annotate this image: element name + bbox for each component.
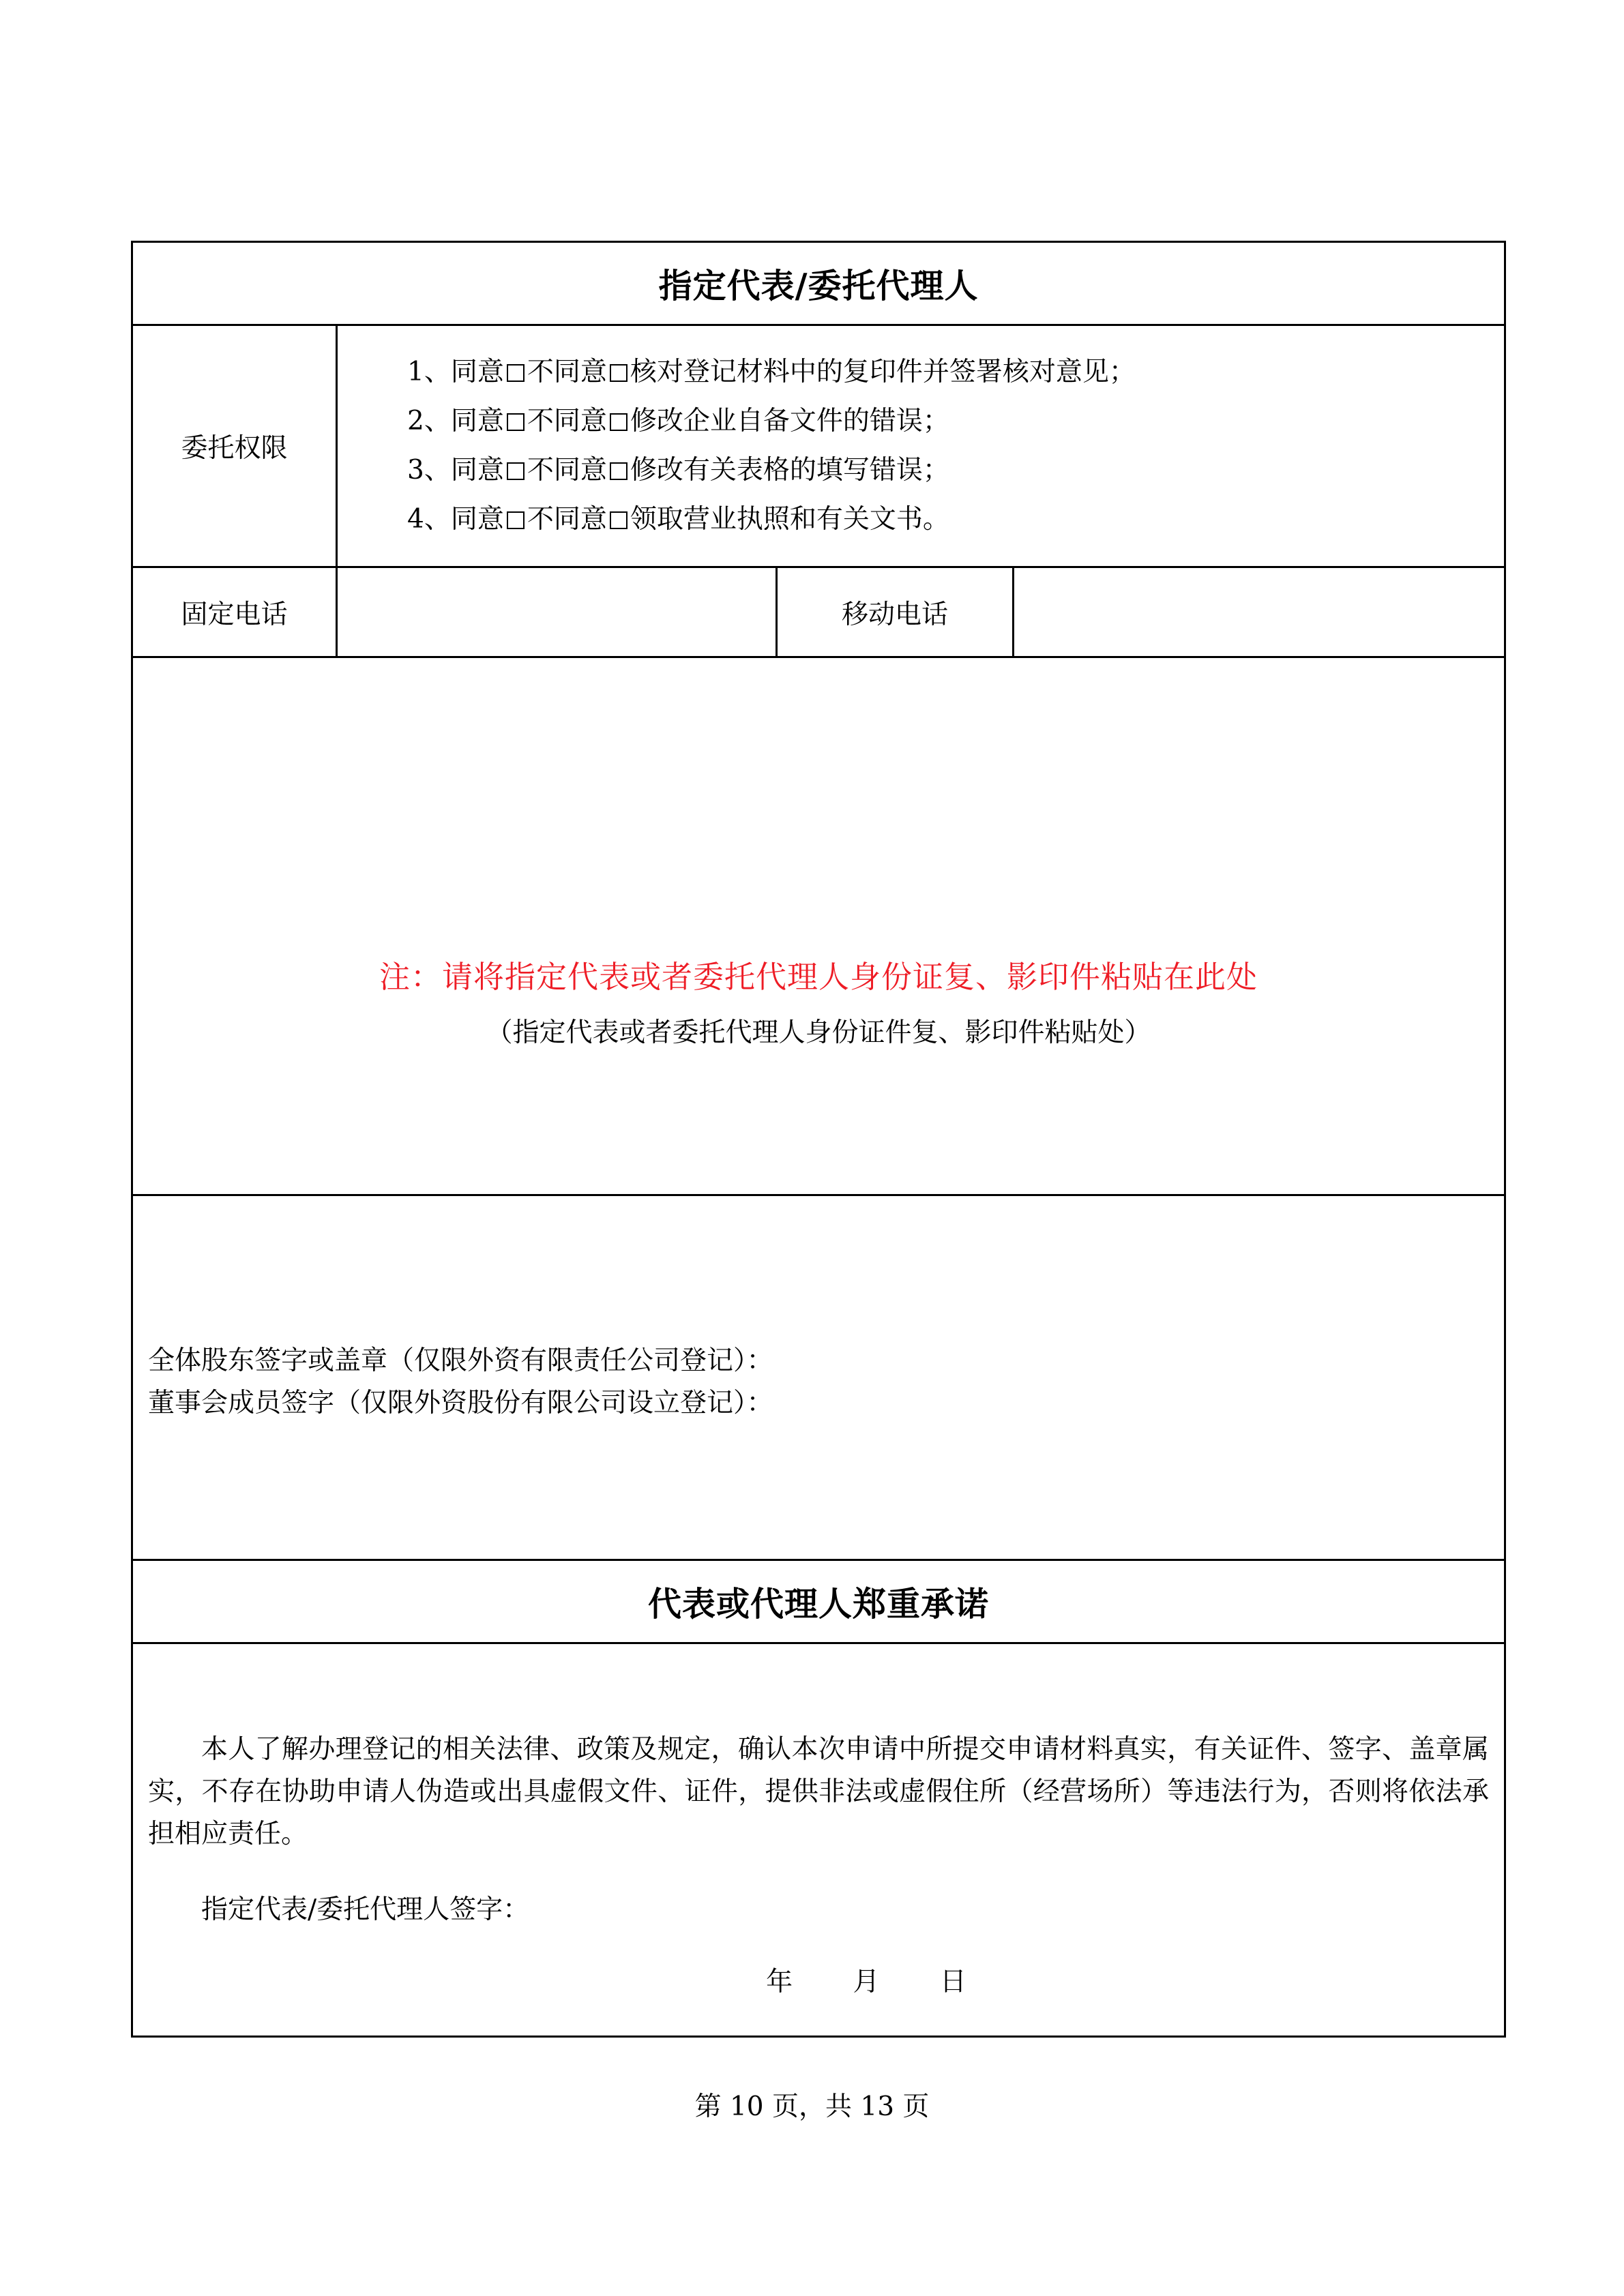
mobile-field[interactable] <box>1014 567 1505 657</box>
disagree-checkbox[interactable] <box>610 511 628 529</box>
agree-checkbox[interactable] <box>507 511 525 529</box>
scope-item-text: 修改企业自备文件的错误； <box>630 406 949 436</box>
agent-sign-label: 指定代表/委托代理人签字： <box>201 1894 530 1925</box>
agree-label: 同意 <box>450 406 504 436</box>
scope-list <box>338 348 1504 544</box>
agree-checkbox[interactable] <box>507 462 525 480</box>
scope-item-text: 领取营业执照和有关文书。 <box>630 504 949 535</box>
id-paste-area <box>132 657 1505 1195</box>
date-year: 年 <box>766 1967 793 1997</box>
agree-checkbox[interactable] <box>507 364 525 382</box>
form-title: 指定代表/委托代理人 <box>132 242 1505 325</box>
agree-label: 同意 <box>450 357 504 387</box>
scope-item <box>407 348 1504 397</box>
paste-subnote: （指定代表或者委托代理人身份证件复、影印件粘贴处） <box>486 1017 1151 1048</box>
disagree-label: 不同意 <box>527 406 607 436</box>
scope-item-text: 核对登记材料中的复印件并签署核对意见； <box>630 357 1136 387</box>
commitment-section <box>132 1643 1505 2037</box>
signature-area[interactable] <box>132 1195 1505 1560</box>
disagree-checkbox[interactable] <box>610 462 628 480</box>
agent-form-table <box>131 241 1506 2038</box>
agree-label: 同意 <box>450 455 504 486</box>
scope-item-num: 1、 <box>407 357 451 387</box>
landline-label: 固定电话 <box>132 567 337 657</box>
date-month: 月 <box>853 1967 880 1997</box>
disagree-label: 不同意 <box>527 357 607 387</box>
shareholder-sign-label: 全体股东签字或盖章（仅限外资有限责任公司登记）： <box>148 1345 773 1376</box>
scope-item-num: 2、 <box>407 406 451 436</box>
scope-options <box>337 325 1505 567</box>
scope-label: 委托权限 <box>132 325 337 567</box>
agree-checkbox[interactable] <box>507 413 525 431</box>
commitment-title: 代表或代理人郑重承诺 <box>132 1560 1505 1643</box>
scope-item-text: 修改有关表格的填写错误； <box>630 455 949 486</box>
date-line <box>148 1960 1489 1999</box>
scope-item-num: 4、 <box>407 504 451 535</box>
disagree-checkbox[interactable] <box>610 364 628 382</box>
disagree-label: 不同意 <box>527 504 607 535</box>
paste-note: 注：请将指定代表或者委托代理人身份证复、影印件粘贴在此处 <box>379 958 1258 995</box>
date-day: 日 <box>939 1967 966 1997</box>
scope-item <box>407 495 1504 544</box>
agree-label: 同意 <box>450 504 504 535</box>
disagree-label: 不同意 <box>527 455 607 486</box>
scope-item <box>407 446 1504 495</box>
disagree-checkbox[interactable] <box>610 413 628 431</box>
director-sign-label: 董事会成员签字（仅限外资股份有限公司设立登记）： <box>148 1388 773 1418</box>
page-number: 第 10 页，共 13 页 <box>694 2091 930 2122</box>
commitment-text: 本人了解办理登记的相关法律、政策及规定，确认本次申请中所提交申请材料真实，有关证件、签字、盖章属实，不存在协助申请人伪造或出具虚假文件、证件，提供非法或虚假住所（经营场所）等违法行为，否则将依法承担相应责任。 <box>148 1734 1490 1849</box>
scope-item-num: 3、 <box>407 455 451 486</box>
scope-item <box>407 397 1504 446</box>
mobile-label: 移动电话 <box>777 567 1014 657</box>
landline-field[interactable] <box>337 567 777 657</box>
